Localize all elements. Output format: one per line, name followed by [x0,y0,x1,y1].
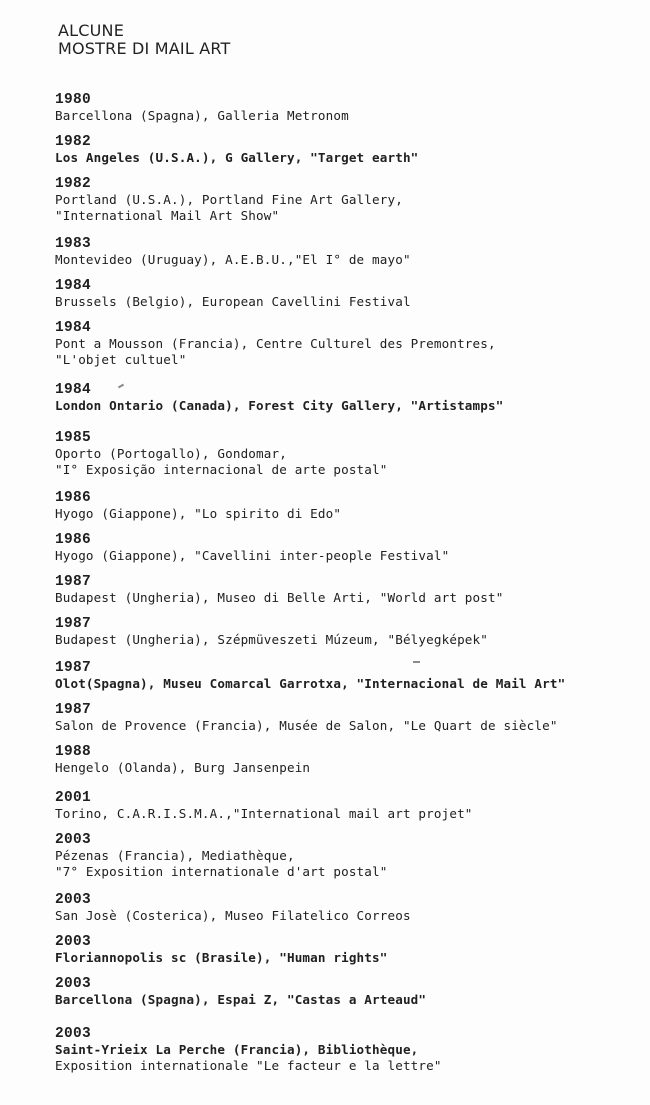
entry-line: Pézenas (Francia), Mediathèque, [55,848,295,863]
exhibition-entry [55,744,645,776]
entry-line: Floriannopolis sc (Brasile), "Human rights" [55,950,388,965]
entry-line: Hyogo (Giappone), "Lo spirito di Edo" [55,506,342,521]
entry-line: Pont a Mousson (Francia), Centre Culturel des Premontres, [55,336,496,351]
exhibition-entry [55,532,645,564]
entry-year: 1986 [55,532,92,548]
exhibition-entry [55,976,645,1008]
entry-line: Oporto (Portogallo), Gondomar, [55,446,287,461]
exhibition-entry [55,660,645,692]
scan-mark [413,661,420,663]
entry-year: 1987 [55,574,92,590]
entry-year: 2003 [55,832,92,848]
exhibition-entry [55,574,645,606]
exhibition-entry [55,790,645,822]
exhibition-entry [55,1026,645,1074]
exhibition-entry [55,320,645,368]
exhibition-entry [55,176,645,224]
entry-year: 1984 [55,382,92,398]
entry-year: 2003 [55,934,92,950]
entry-line: Saint-Yrieix La Perche (Francia), Bibliothèque, [55,1042,419,1057]
entry-year: 2003 [55,892,92,908]
exhibition-entry [55,382,645,414]
entry-year: 1987 [55,616,92,632]
entry-line: Salon de Provence (Francia), Musée de Salon, "Le Quart de siècle" [55,718,558,733]
entry-line: Hengelo (Olanda), Burg Jansenpein [55,760,311,775]
entry-line: "7° Exposition internationale d'art postal" [55,864,388,879]
entry-year: 2003 [55,1026,92,1042]
entry-line: Budapest (Ungheria), Szépmüveszeti Múzeum, "Bélyegképek" [55,632,488,647]
exhibition-entry [55,236,645,268]
heading-line-2: MOSTRE DI MAIL ART [58,39,231,58]
entry-year: 1984 [55,320,92,336]
entry-year: 1986 [55,490,92,506]
exhibition-entry [55,490,645,522]
entry-year: 2003 [55,976,92,992]
entry-line: Montevideo (Uruguay), A.E.B.U.,"El I° de mayo" [55,252,411,267]
entry-line: London Ontario (Canada), Forest City Gallery, "Artistamps" [55,398,504,413]
exhibition-entry [55,92,645,124]
entry-line: Portland (U.S.A.), Portland Fine Art Gallery, [55,192,403,207]
heading-line-1: ALCUNE [58,21,125,40]
entry-year: 1982 [55,134,92,150]
entry-year: 1984 [55,278,92,294]
entry-year: 1983 [55,236,92,252]
exhibition-entry [55,892,645,924]
entry-line: Los Angeles (U.S.A.), G Gallery, "Target earth" [55,150,419,165]
entry-year: 1988 [55,744,92,760]
entry-line: Hyogo (Giappone), "Cavellini inter-people Festival" [55,548,450,563]
entry-line: Barcellona (Spagna), Espai Z, "Castas a Arteaud" [55,992,427,1007]
entry-line: Olot(Spagna), Museu Comarcal Garrotxa, "Internacional de Mail Art" [55,676,566,691]
exhibition-entry [55,134,645,166]
page-heading [58,22,231,58]
entry-year: 2001 [55,790,92,806]
exhibition-entry [55,934,645,966]
entry-line: San Josè (Costerica), Museo Filatelico Correos [55,908,411,923]
entry-year: 1985 [55,430,92,446]
exhibition-entry [55,278,645,310]
entry-year: 1982 [55,176,92,192]
exhibition-entry [55,430,645,478]
exhibition-entry [55,702,645,734]
entry-line: "I° Exposição internacional de arte postal" [55,462,388,477]
entry-line: Barcellona (Spagna), Galleria Metronom [55,108,349,123]
entry-year: 1980 [55,92,92,108]
entry-line: Brussels (Belgio), European Cavellini Festival [55,294,411,309]
entry-line: Exposition internationale "Le facteur e la lettre" [55,1058,442,1073]
entry-line: Torino, C.A.R.I.S.M.A.,"International mail art projet" [55,806,473,821]
entry-line: "International Mail Art Show" [55,208,280,223]
entry-line: Budapest (Ungheria), Museo di Belle Arti, "World art post" [55,590,504,605]
exhibition-entry [55,616,645,648]
entry-line: "L'objet cultuel" [55,352,187,367]
entry-year: 1987 [55,660,92,676]
exhibition-entry [55,832,645,880]
entry-year: 1987 [55,702,92,718]
